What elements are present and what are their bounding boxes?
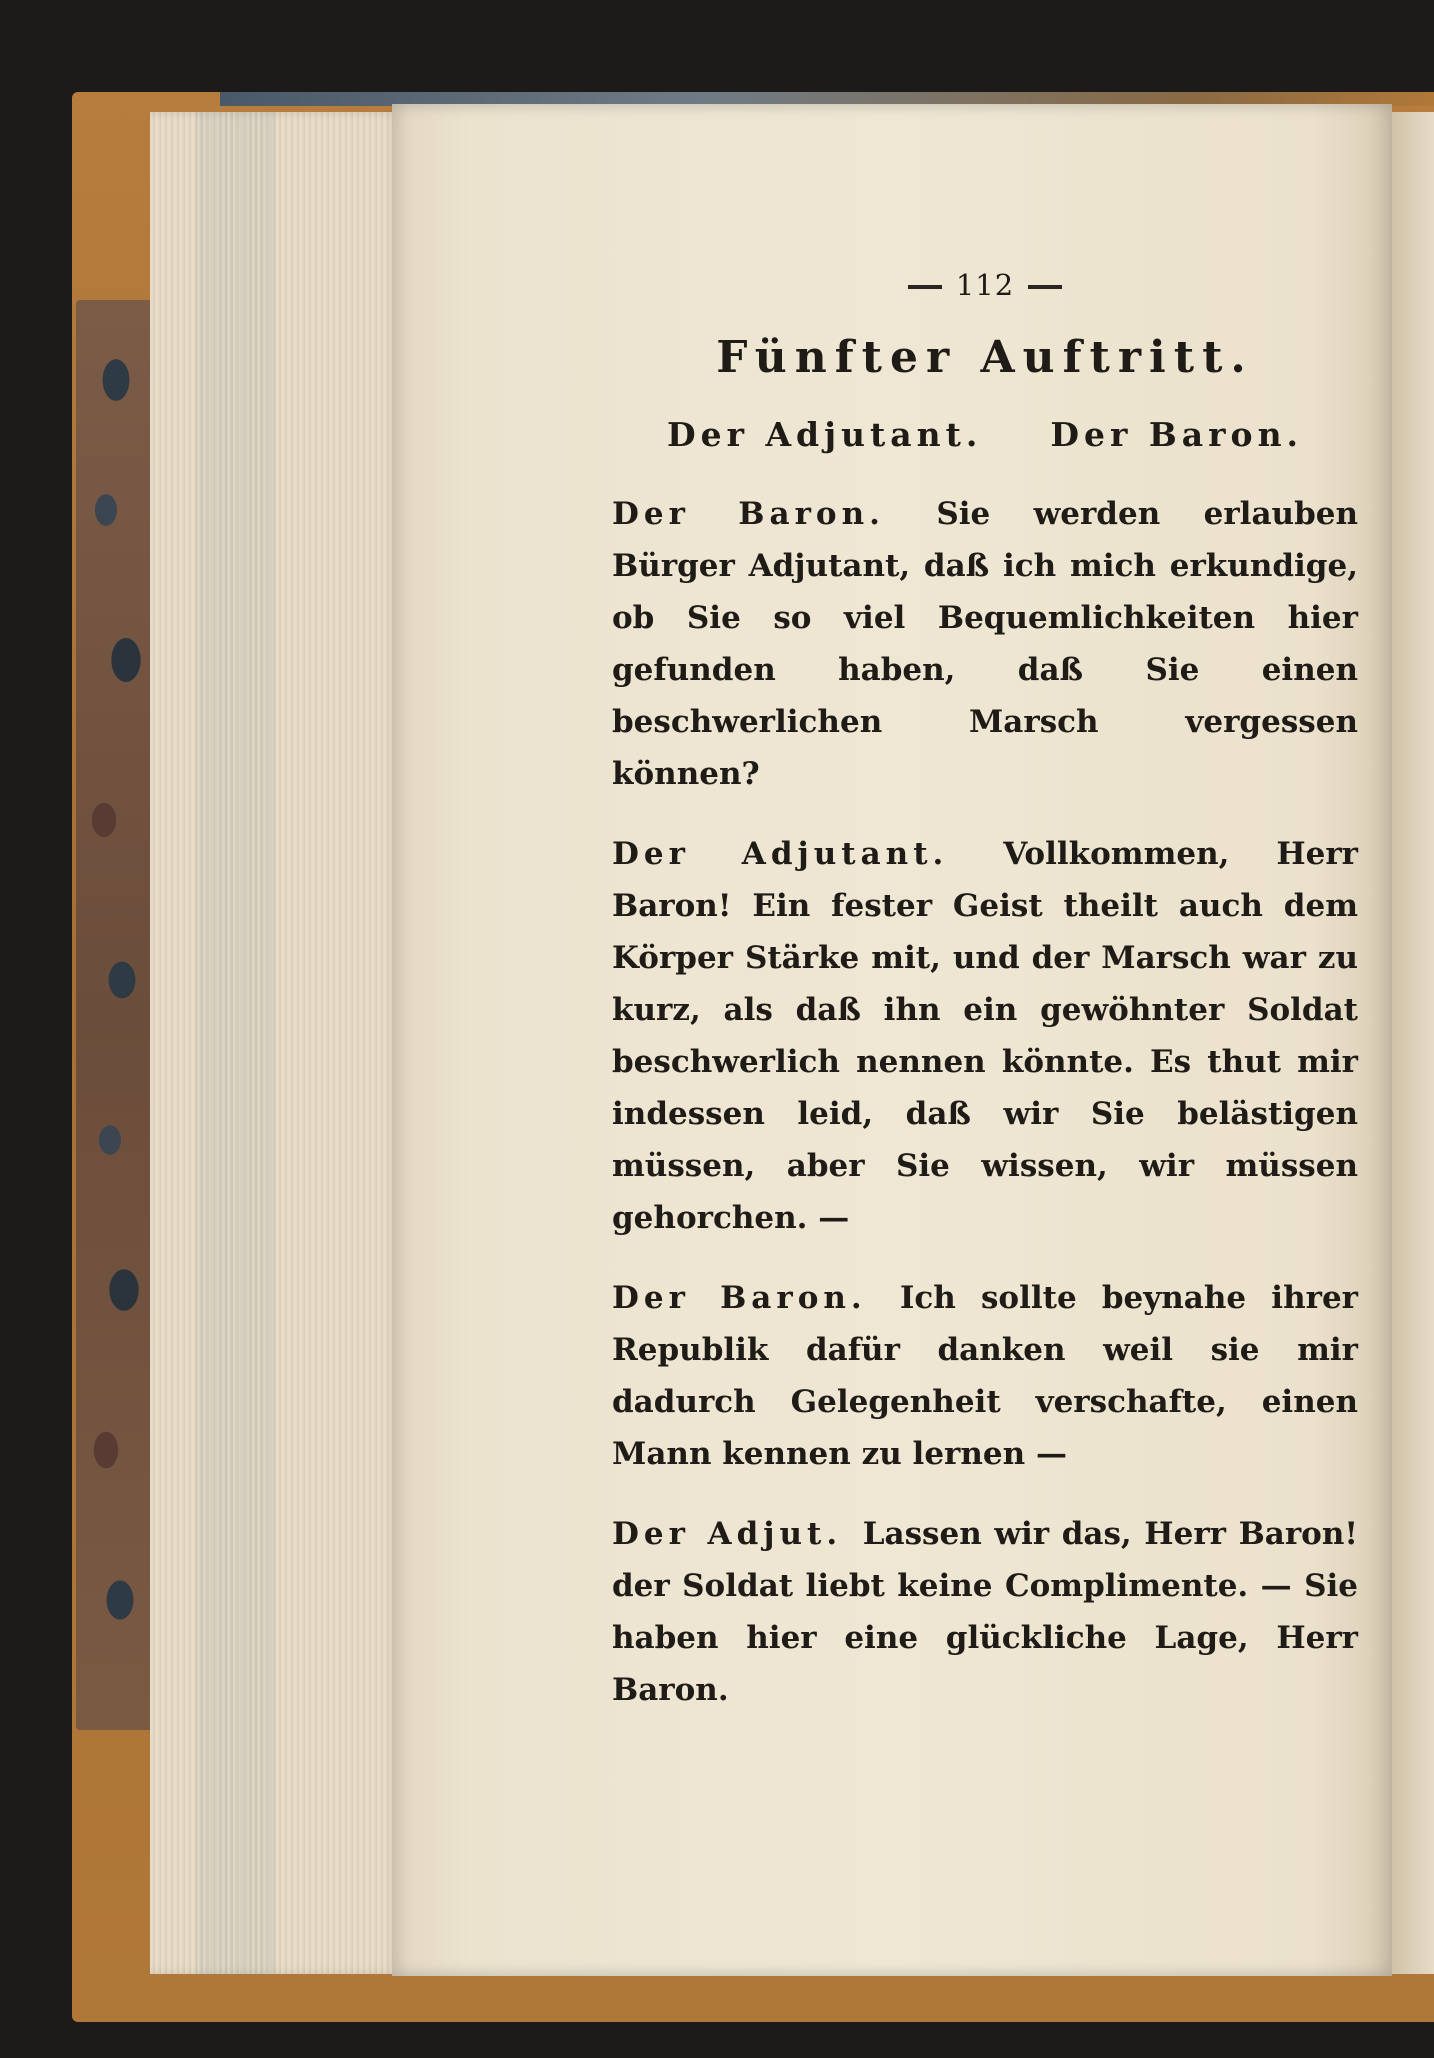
speech-text: Sie werden erlauben Bürger Adjutant, daß ich mich erkundige, ob Sie so viel Bequemlichkeiten hier gefunden haben, daß Sie einen beschwerlichen Marsch vergessen können? bbox=[612, 496, 1359, 792]
marbled-board bbox=[76, 300, 156, 1730]
cast-member: Der Adjutant. bbox=[666, 415, 983, 454]
speech-text: Lassen wir das, Herr Baron! der Soldat liebt keine Complimente. — Sie haben hier eine glückliche Lage, Herr Baron. bbox=[612, 1516, 1359, 1708]
page-number bbox=[612, 268, 1358, 302]
speech-paragraph bbox=[612, 1272, 1358, 1480]
speaker-name: Der Baron. bbox=[612, 496, 885, 532]
speech-paragraph bbox=[612, 488, 1358, 800]
page-text bbox=[612, 268, 1358, 1744]
page-number-dash-right bbox=[1028, 285, 1062, 289]
speech-text: Vollkommen, Herr Baron! Ein fester Geist theilt auch dem Körper Stärke mit, und der Marsch war zu kurz, als daß ihn ein gewöhnter Soldat beschwerlich nennen könnte. Es thut mir indessen leid, daß wir Sie belästigen müssen, aber Sie wissen, wir müssen gehorchen. — bbox=[612, 836, 1359, 1236]
cast-list bbox=[612, 415, 1358, 454]
page-number-dash-left bbox=[908, 285, 942, 289]
scene-heading: Fünfter Auftritt. bbox=[716, 332, 1254, 383]
speech-paragraph bbox=[612, 1508, 1358, 1716]
speech-text: Ich sollte beynahe ihrer Republik dafür danken weil sie mir dadurch Gelegenheit verschafte, einen Mann kennen zu lernen — bbox=[612, 1280, 1358, 1472]
speaker-name: Der Baron. bbox=[612, 1280, 867, 1316]
speech-paragraph bbox=[612, 828, 1358, 1244]
facing-page-edge bbox=[1392, 112, 1434, 1974]
page-number-value: 112 bbox=[955, 268, 1015, 302]
page-block-tint bbox=[196, 112, 276, 1974]
speaker-name: Der Adjut. bbox=[612, 1516, 843, 1552]
cast-member: Der Baron. bbox=[1050, 415, 1304, 454]
speaker-name: Der Adjutant. bbox=[612, 836, 949, 872]
